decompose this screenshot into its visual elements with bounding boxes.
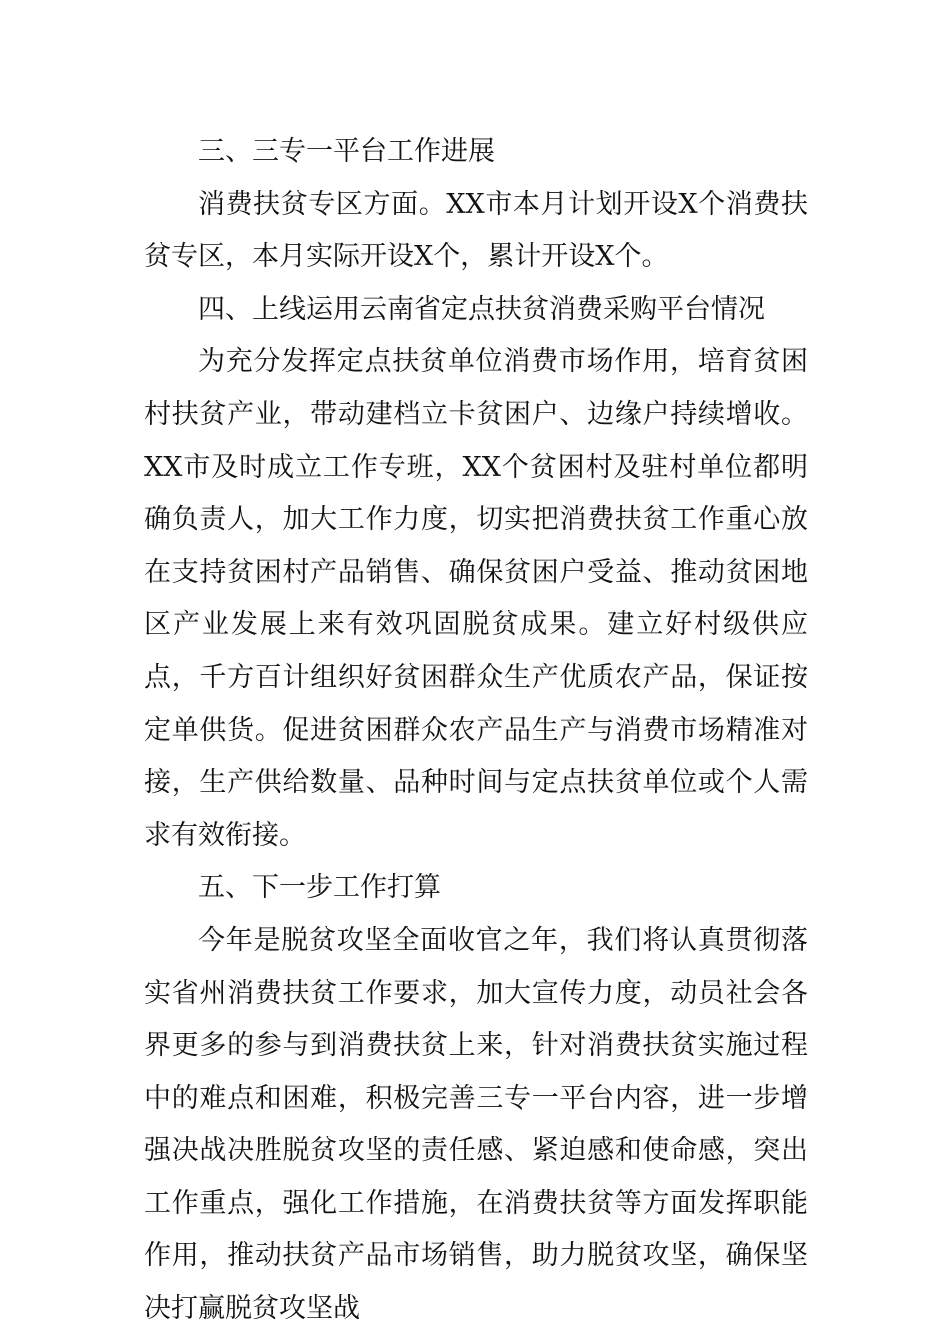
document-body <box>144 126 808 1336</box>
paragraph-next-steps: 今年是脱贫攻坚全面收官之年，我们将认真贯彻落实省州消费扶贫工作要求，加大宣传力度，动员社会各界更多的参与到消费扶贫上来，针对消费扶贫实施过程中的难点和困难，积极完善三专一平台内容，进一步增强决战决胜脱贫攻坚的责任感、紧迫感和使命感，突出工作重点，强化工作措施，在消费扶贫等方面发挥职能作用，推动扶贫产品市场销售，助力脱贫攻坚，确保坚决打赢脱贫攻坚战 <box>144 924 808 1325</box>
section-heading-3: 三、三专一平台工作进展 <box>198 136 495 167</box>
section-heading-5: 五、下一步工作打算 <box>198 872 441 904</box>
paragraph-procurement-platform: 为充分发挥定点扶贫单位消费市场作用，培育贫困村扶贫产业，带动建档立卡贫困户、边缘户持续增收。XX市及时成立工作专班，XX个贫困村及驻村单位都明确负责人，加大工作力度，切实把消费扶贫工作重心放在支持贫困村产品销售、确保贫困户受益、推动贫困地区产业发展上来有效巩固脱贫成果。建立好村级供应点，千方百计组织好贫困群众生产优质农产品，保证按定单供货。促进贫困群众农产品生产与消费市场精准对接，生产供给数量、品种时间与定点扶贫单位或个人需求有效衔接。 <box>144 346 808 851</box>
paragraph-consumption-zone: 消费扶贫专区方面。XX市本月计划开设X个消费扶贫专区，本月实际开设X个，累计开设X个。 <box>144 188 808 273</box>
section-heading-4: 四、上线运用云南省定点扶贫消费采购平台情况 <box>198 293 765 325</box>
